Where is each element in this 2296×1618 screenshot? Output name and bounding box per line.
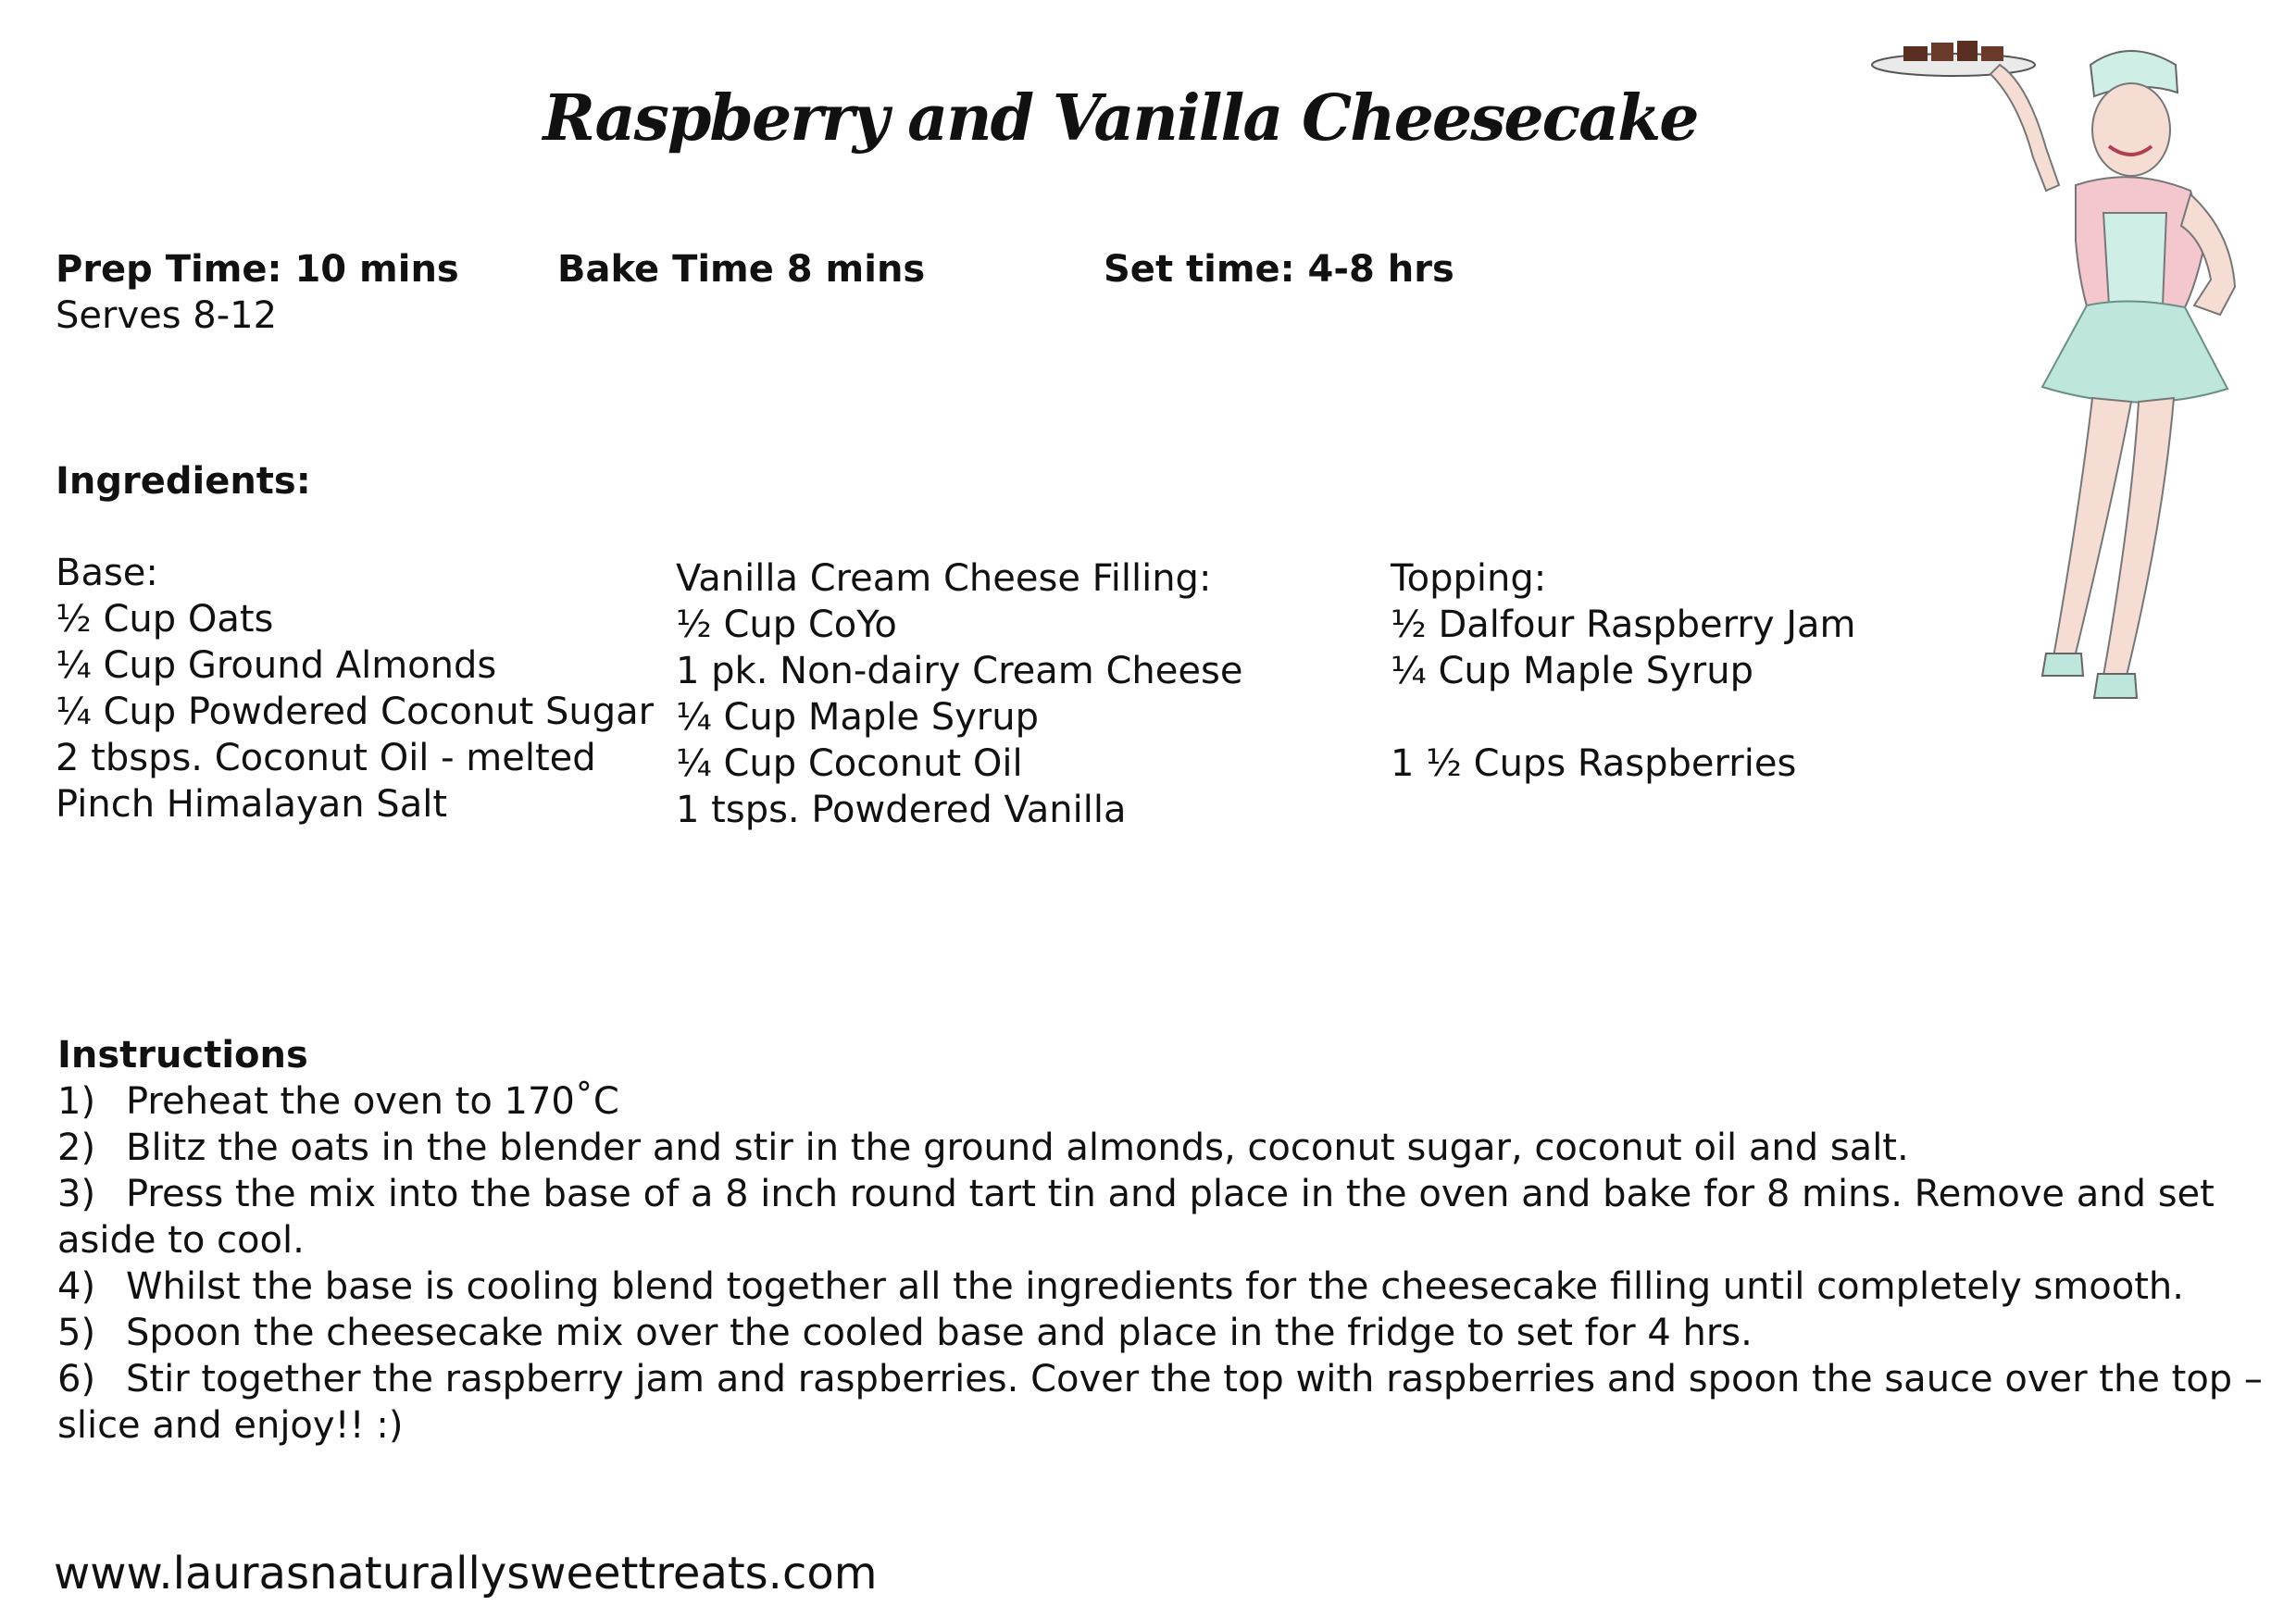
instruction-step: 1) Preheat the oven to 170˚C [57, 1080, 619, 1123]
filling-list [676, 555, 1242, 833]
recipe-title: Raspberry and Vanilla Cheesecake [543, 81, 1698, 156]
set-time: Set time: 4-8 hrs [1104, 248, 1454, 291]
base-heading: Base: [56, 552, 158, 594]
list-item: Pinch Himalayan Salt [56, 783, 448, 826]
base-list [56, 550, 654, 828]
instruction-step: 4) Whilst the base is cooling blend together all the ingredients for the cheesecake filling until completely smooth. [57, 1265, 2184, 1308]
filling-heading: Vanilla Cream Cheese Filling: [676, 557, 1212, 600]
instruction-step: 3) Press the mix into the base of a 8 inch round tart tin and place in the oven and bake for 8 mins. Remove and set aside to cool. [57, 1173, 2215, 1262]
website-link[interactable]: www.laurasnaturallysweettreats.com [54, 1548, 878, 1599]
instructions-heading: Instructions [57, 1034, 308, 1077]
pinup-waitress-illustration [1861, 28, 2268, 713]
list-item: ¼ Cup Ground Almonds [56, 644, 497, 687]
list-item: 2 tbsps. Coconut Oil - melted [56, 737, 596, 779]
list-item: ½ Dalfour Raspberry Jam [1391, 604, 1856, 646]
topping-list [1391, 555, 1855, 787]
list-item: 1 ½ Cups Raspberries [1391, 742, 1797, 785]
list-item: ¼ Cup Maple Syrup [676, 696, 1039, 739]
serves: Serves 8-12 [56, 294, 278, 337]
list-item: 1 pk. Non-dairy Cream Cheese [676, 650, 1243, 692]
instruction-step: 5) Spoon the cheesecake mix over the cooled base and place in the fridge to set for 4 hrs. [57, 1312, 1753, 1354]
instruction-step: 6) Stir together the raspberry jam and raspberries. Cover the top with raspberries and spoon the sauce over the top – slice and enjoy!! :) [57, 1358, 2263, 1447]
list-item [1391, 694, 1855, 741]
list-item: ½ Cup Oats [56, 598, 274, 641]
bake-time: Bake Time 8 mins [557, 248, 926, 291]
list-item: ¼ Cup Maple Syrup [1391, 650, 1753, 692]
topping-heading: Topping: [1391, 557, 1547, 600]
prep-time: Prep Time: 10 mins [56, 248, 459, 291]
instruction-step: 2) Blitz the oats in the blender and stir in the ground almonds, coconut sugar, coconut oil and salt. [57, 1126, 1909, 1169]
ingredients-heading: Ingredients: [56, 460, 311, 503]
list-item: ¼ Cup Coconut Oil [676, 742, 1023, 785]
list-item: ¼ Cup Powdered Coconut Sugar [56, 691, 655, 733]
list-item: ½ Cup CoYo [676, 604, 897, 646]
list-item: 1 tsps. Powdered Vanilla [676, 789, 1127, 831]
instructions [57, 1032, 2270, 1449]
